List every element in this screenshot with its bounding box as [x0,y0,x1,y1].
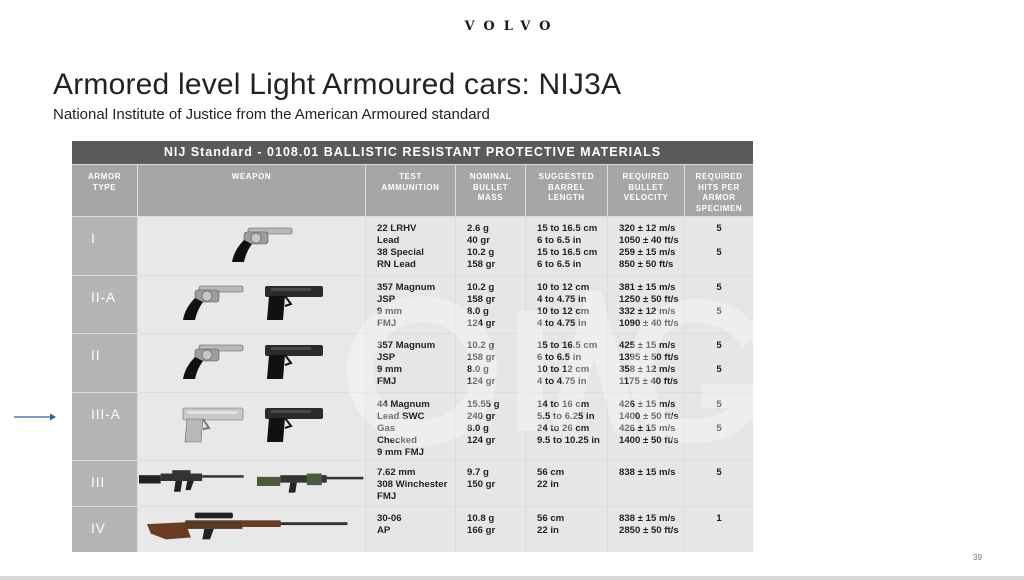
ammo-line: 9 mm FMJ [377,447,424,458]
barrel-line: 5.5 to 6.25 in [537,411,595,422]
weapon-cell [138,461,365,506]
mass-line: 10.2 g [467,247,495,258]
velocity-line: 1395 ± 50 ft/s [619,352,679,363]
ammo-line: FMJ [377,318,397,329]
barrel-line: 14 to 16 cm [537,399,590,410]
barrel-line: 6 to 6.5 in [537,352,582,363]
hits-line: 5 [716,399,722,410]
hits-cell [685,507,753,552]
weapon-cell [138,507,365,552]
table-row [72,217,753,275]
hits-line: 5 [716,223,722,234]
mass-line: 10.2 g [467,282,495,293]
mass-line: 8.0 g [467,423,489,434]
barrel-line: 4 to 4.75 in [537,376,587,387]
ammo-line: 9 mm [377,306,403,317]
ammo-cell [366,217,455,275]
barrel-line: 56 cm [537,467,565,478]
velocity-line: 426 ± 15 m/s [619,423,676,434]
barrel-line: 15 to 16.5 cm [537,247,598,258]
table-row [72,507,753,552]
barrel-line: 4 to 4.75 in [537,294,587,305]
barrel-line: 10 to 12 cm [537,306,590,317]
armor-type-cell: II-A [72,276,137,333]
col-head-velocity: REQUIRED BULLET VELOCITY [608,165,684,216]
assault-rifle-icon [139,466,247,501]
hits-line: 5 [716,306,722,317]
ammo-line: 30-06 [377,513,402,524]
nij-standard-table [72,141,753,552]
hits-line [685,235,753,247]
barrel-line: 56 cm [537,513,565,524]
mass-line: 240 gr [467,411,496,422]
mass-line: 124 gr [467,318,496,329]
ammo-line: FMJ [377,491,397,502]
velocity-line: 259 ± 15 m/s [619,247,676,258]
velocity-cell [608,461,684,506]
velocity-line: 381 ± 15 m/s [619,282,676,293]
mass-line: 124 gr [467,435,496,446]
velocity-cell [608,507,684,552]
ammo-line: AP [377,525,391,536]
bottom-bar [0,576,1024,580]
velocity-line: 332 ± 12 m/s [619,306,676,317]
ammo-line: RN Lead [377,259,416,270]
barrel-line: 24 to 26 cm [537,423,590,434]
ammo-line: Checked [377,435,417,446]
velocity-line: 838 ± 15 m/s [619,513,676,524]
barrel-cell [526,507,607,552]
hits-line: 5 [716,467,722,478]
mass-line: 158 gr [467,259,496,270]
mass-line: 40 gr [467,235,490,246]
col-head-hits: REQUIRED HITS PER ARMOR SPECIMEN [685,165,753,216]
col-head-ammo: TEST AMMUNITION [366,165,455,216]
mass-line: 15.55 g [467,399,500,410]
ammo-line: Gas [377,423,396,434]
col-head-barrel: SUGGESTED BARREL LENGTH [526,165,607,216]
barrel-line: 6 to 6.5 in [537,235,582,246]
table-row [72,461,753,506]
ammo-line: 357 Magnum [377,282,436,293]
mass-cell [456,217,525,275]
pistol-icon [257,341,327,386]
barrel-line: 22 in [537,525,559,536]
armor-type-cell: I [72,217,137,275]
velocity-line: 1400 ± 50 ft/s [619,411,679,422]
velocity-line: 1090 ± 40 ft/s [619,318,679,329]
mass-line: 8.0 g [467,364,489,375]
hits-line: 5 [716,282,722,293]
ammo-line: JSP [377,352,396,363]
velocity-line: 1050 ± 40 ft/s [619,235,679,246]
pistol-icon [257,282,327,327]
mass-line: 10.2 g [467,340,495,351]
hits-line [685,259,753,271]
weapon-cell [138,393,365,460]
col-head-type: ARMOR TYPE [72,165,137,216]
ammo-line: 7.62 mm [377,467,416,478]
col-head-weapon: WEAPON [138,165,365,216]
hits-line: 5 [716,423,722,434]
mass-line: 9.7 g [467,467,489,478]
ammo-line: 308 Winchester [377,479,448,490]
barrel-line: 4 to 4.75 in [537,318,587,329]
barrel-line: 6 to 6.5 in [537,259,582,270]
velocity-line: 425 ± 15 m/s [619,340,676,351]
ammo-line: 38 Special [377,247,424,258]
weapon-cell [138,276,365,333]
pointer-arrow-icon [14,410,56,424]
slide-subtitle: National Institute of Justice from the American Armoured standard [53,106,490,123]
hits-line: 5 [716,247,722,258]
barrel-line: 22 in [537,479,559,490]
volvo-logo: VOLVO [464,19,560,34]
armor-type-cell: III [72,461,137,506]
ammo-line: Lead SWC [377,411,425,422]
barrel-line: 15 to 16.5 cm [537,340,598,351]
revolver-icon [177,282,247,327]
ammo-cell [366,507,455,552]
barrel-line: 15 to 16.5 cm [537,223,598,234]
velocity-line: 850 ± 50 ft/s [619,259,674,270]
barrel-line: 10 to 12 cm [537,364,590,375]
ammo-line: 9 mm [377,364,403,375]
revolver-icon [177,341,247,386]
slide-title: Armored level Light Armoured cars: NIJ3A [53,68,622,101]
ammo-line: 357 Magnum [377,340,436,351]
velocity-line: 1400 ± 50 ft/s [619,435,679,446]
barrel-line: 10 to 12 cm [537,282,590,293]
mass-line: 8.0 g [467,306,489,317]
mass-line: 166 gr [467,525,496,536]
sniper-rifle-icon [147,510,357,549]
mass-line: 158 gr [467,352,496,363]
hits-line: 5 [716,340,722,351]
pistol-icon [257,404,327,449]
velocity-line: 358 ± 12 m/s [619,364,676,375]
weapon-cell [138,334,365,392]
velocity-line: 426 ± 15 m/s [619,399,676,410]
desert-eagle-icon [177,404,247,449]
watermark-graphic [332,291,772,451]
hits-cell [685,461,753,506]
ammo-line: Lead [377,235,400,246]
velocity-line: 320 ± 12 m/s [619,223,676,234]
hits-cell [685,217,753,275]
mass-line: 150 gr [467,479,496,490]
weapon-cell [138,217,365,275]
page-number: 39 [973,553,982,562]
mass-line: 158 gr [467,294,496,305]
velocity-line: 2850 ± 50 ft/s [619,525,679,536]
hits-line: 1 [716,513,722,524]
ammo-line: 22 LRHV [377,223,417,234]
mass-cell [456,507,525,552]
velocity-line: 838 ± 15 m/s [619,467,676,478]
armor-type-cell: III-A [72,393,137,460]
ammo-line: FMJ [377,376,397,387]
velocity-line: 1175 ± 40 ft/s [619,376,679,387]
ammo-line: 44 Magnum [377,399,430,410]
velocity-line: 1250 ± 50 ft/s [619,294,679,305]
ammo-line: JSP [377,294,396,305]
barrel-line: 9.5 to 10.25 in [537,435,600,446]
mass-cell [456,461,525,506]
col-head-mass: NOMINAL BULLET MASS [456,165,525,216]
hits-line: 5 [716,364,722,375]
mass-line: 10.8 g [467,513,495,524]
barrel-cell [526,461,607,506]
battle-rifle-icon [257,466,365,501]
table-heading: NIJ Standard - 0108.01 BALLISTIC RESISTANT PROTECTIVE MATERIALS [72,141,753,164]
revolver-icon [226,224,296,269]
mass-line: 124 gr [467,376,496,387]
armor-type-cell: IV [72,507,137,552]
armor-type-cell: II [72,334,137,392]
velocity-cell [608,217,684,275]
barrel-cell [526,217,607,275]
mass-line: 2.6 g [467,223,489,234]
ammo-cell [366,461,455,506]
